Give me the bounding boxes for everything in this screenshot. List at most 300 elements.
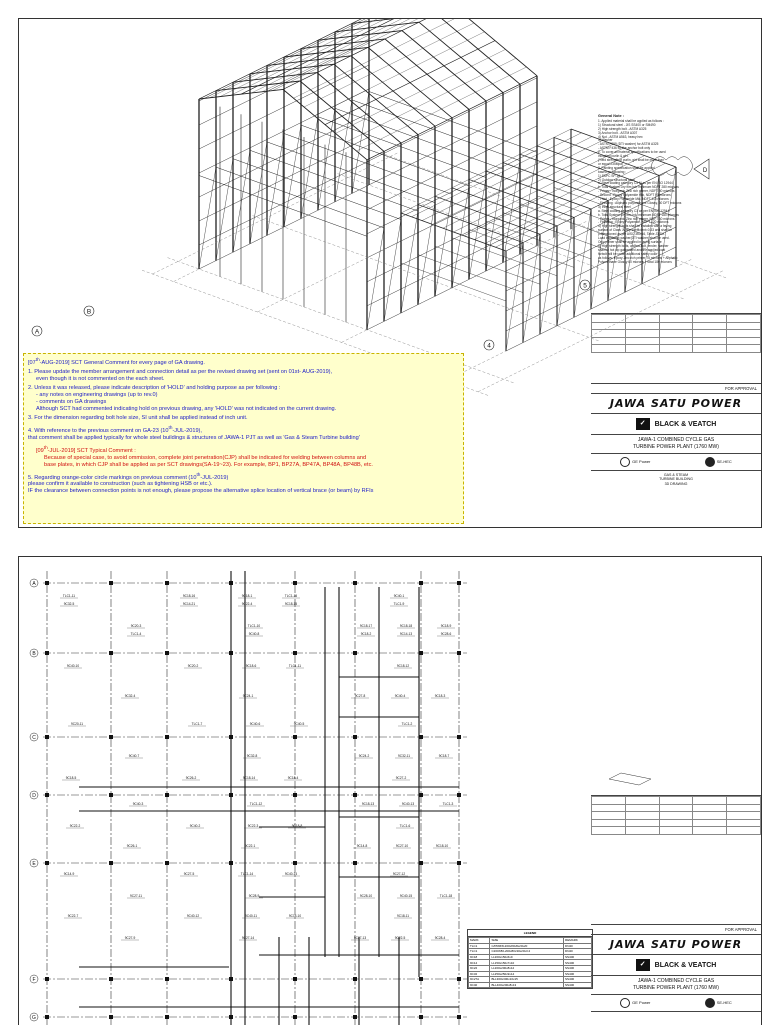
project-title-line2: TURBINE POWER PLANT (1760 MW) (633, 985, 719, 991)
ge-power-name: GE Power (632, 1000, 651, 1006)
general-note-line: 4) High strength bolts shall be installed with a faying (598, 224, 672, 229)
row-bubble-label: A (32, 581, 36, 587)
member-tag: 9C14-21 (182, 602, 196, 606)
member-tag: 9C26-1 (126, 844, 138, 848)
member-tags (60, 594, 457, 940)
column-marker (457, 735, 461, 739)
member-tag: 9C18-2 (360, 632, 372, 636)
member-tag: TLC1-2 (401, 722, 413, 726)
member-tag: 9C40-11 (245, 914, 257, 918)
member-tag: 9C27-13 (353, 936, 367, 940)
column-marker (419, 1015, 423, 1019)
column-marker (165, 581, 169, 585)
member-tag: TLC1-6 (399, 824, 411, 828)
drawing-sheet-3d (18, 18, 762, 528)
column-marker (419, 977, 423, 981)
revision-table (591, 795, 761, 835)
steel-member (523, 234, 540, 342)
legend-cell: C/PRM/8-200x80x8x20x20 (490, 943, 564, 949)
column-marker (293, 581, 297, 585)
general-note-line: b. Total System Dry film Ink, minimum NDFT 180 microns (598, 212, 679, 217)
general-note-line: 2) Outdoor structural steel (598, 177, 635, 182)
member-tag: 9C18-10 (435, 844, 449, 848)
general-note-line: 2. To cover all material specifications to be used (598, 150, 666, 155)
column-marker (165, 977, 169, 981)
member-tag: 9C22-5 (394, 936, 406, 940)
member-tag: 9C18-7 (438, 754, 450, 758)
steel-member (216, 159, 233, 261)
member-tag: 9C28-9 (248, 894, 260, 898)
legend-header-size: SIZE (490, 938, 564, 944)
column-marker (419, 735, 423, 739)
legend-cell: 9C14 (469, 960, 490, 966)
column-marker (293, 1015, 297, 1019)
legend-cell: SS400 (564, 971, 592, 977)
steel-member (540, 226, 557, 334)
drawing-title (591, 471, 761, 488)
steel-member (199, 167, 216, 269)
comment-4-pre: 4. With reference to the previous comment on GA-23 (10 (28, 427, 169, 434)
column-marker (353, 581, 357, 585)
steel-member (250, 142, 267, 244)
client-logo: JAWA SATU POWER (591, 935, 761, 955)
steel-member (384, 220, 401, 322)
column-marker (293, 651, 297, 655)
legend-cell: SS400 (564, 982, 592, 988)
typical-comment-line2: base plates, in which CJP shall be applied as per SCT drawings(SA-19~23). For example, BP1, BP27A, BP47A, BP48A, BP48B, etc. (44, 461, 373, 468)
column-marker (45, 581, 49, 585)
legend-cell: TLC1 (469, 949, 490, 955)
column-marker (45, 1015, 49, 1019)
general-note-line: 3. Painting specification shall be applied (598, 165, 655, 170)
ge-logo-icon (620, 998, 630, 1008)
member-tag: 9C18-18 (399, 624, 413, 628)
general-note-line: 3) Anchor bolt - ASTM A307 (598, 130, 638, 135)
legend-table (467, 929, 593, 989)
row-bubble-label: G (32, 1015, 36, 1021)
comment-5-post: -JUL-2019) (200, 474, 229, 481)
member-tag: 9C27-12 (392, 872, 406, 876)
member-tag: TLC1-12 (249, 802, 263, 806)
general-note-line: - Third : Epoxy Polyamide Mio, NDFT 110 microns (598, 197, 669, 202)
comment-2-line1: 2. Unless it was released, please indicate description of 'HOLD' and holding purpose as per following : (28, 384, 281, 391)
general-note-line: - ASTM F959 (DTI washer) for ASTM A325 (598, 142, 659, 147)
se-hec-logo (705, 457, 732, 467)
column-marker (419, 793, 423, 797)
general-note-line: 4) Nut - ASTM A563, heavy hex (598, 134, 643, 139)
partner-logos (591, 995, 761, 1012)
general-note-line: 1. Applied material shall be applied as follows : (598, 118, 664, 123)
member-tag: TLC1-18 (439, 894, 453, 898)
legend-cell: 9C22 (469, 965, 490, 971)
general-note-line: a. Steel coating category C3 as per EN ISO 12944 (598, 208, 670, 213)
ge-power-name: GE Power (632, 459, 651, 465)
member-tag: 9C40-6 (249, 722, 261, 726)
column-marker (353, 861, 357, 865)
general-note-line: (Yield strength of purlin, girt shall be more than (598, 157, 664, 162)
general-note-line: 2) High strength bolt - ASTM A325 (598, 126, 647, 131)
general-note-line: - Second : Epoxy Polyamide Mio, NDFT 90 microns (598, 193, 671, 198)
column-marker (293, 793, 297, 797)
member-tag: TLC1-3 (442, 802, 454, 806)
approval-status: FOR APPROVAL (591, 924, 761, 935)
legend-cell: DN40 (564, 949, 592, 955)
column-marker (293, 735, 297, 739)
title-block (591, 924, 761, 1012)
grid-bubble-label: B (86, 308, 92, 316)
member-tag: TLC1-4 (130, 632, 142, 636)
steel-member (401, 211, 418, 313)
drawing-title-line1: GAS & STEAM (663, 473, 689, 477)
legend-cell: H-150x150x7x10 (490, 960, 564, 966)
legend-row (469, 982, 592, 988)
column-marker (45, 977, 49, 981)
column-marker (293, 861, 297, 865)
steel-member (435, 194, 452, 296)
member-tag: 9C32-8 (246, 754, 258, 758)
column-marker (457, 581, 461, 585)
project-title-line1: JAWA-1 COMBINED CYCLE GAS (637, 437, 715, 443)
column-marker (109, 1015, 113, 1019)
member-tag: 9C40-1 (393, 594, 405, 598)
comment-4-post: -JUL-2019), (172, 427, 202, 434)
member-tag: 9C40-2 (189, 824, 201, 828)
column-marker (109, 861, 113, 865)
member-tag: 9C18-3 (434, 694, 446, 698)
member-tag: 9C27-8 (354, 694, 366, 698)
steel-member (336, 49, 506, 133)
legend-cell: C200X80-200x80x30x20x3.2 (490, 949, 564, 955)
steel-member (367, 228, 384, 330)
column-marker (109, 581, 113, 585)
steel-member (557, 217, 574, 325)
row-bubble-label: E (32, 861, 36, 867)
general-note-line: 5) High strength bolts, anchor bolt, fender, washer (598, 243, 669, 248)
general-note-line: or equal 235Mpa) (598, 161, 623, 166)
legend-cell: 9C32 (469, 971, 490, 977)
column-marker (165, 735, 169, 739)
member-tag: 9C24-2 (358, 754, 370, 758)
grid-line (342, 221, 589, 343)
grid-lines (43, 571, 467, 1025)
project-title-line1: JAWA-1 COMBINED CYCLE GAS (637, 978, 715, 984)
member-tag: 9C22-2 (69, 824, 81, 828)
member-tag: 9C18-1 (241, 594, 253, 598)
member-tag: TLC1-11 (288, 664, 302, 668)
member-tag: 9C24-1 (242, 694, 254, 698)
steel-member (233, 150, 250, 252)
client-logo: JAWA SATU POWER (591, 394, 761, 414)
member-tag: 9C26-2 (185, 776, 197, 780)
column-marker (229, 977, 233, 981)
member-tag: TLC1-11 (62, 594, 76, 598)
column-marker (109, 793, 113, 797)
se-hec-logo-icon (705, 998, 715, 1008)
grid-bubble-label: A (34, 328, 40, 336)
general-note-line: - Primer : Inorganic Zinc rich primer, NDFT 60 microns (598, 216, 675, 221)
column-marker (45, 793, 49, 797)
comment-header (28, 356, 459, 367)
comment-4 (28, 424, 459, 442)
project-title (591, 976, 761, 995)
column-marker (353, 735, 357, 739)
legend-cell: H-200x200x8x12 (490, 965, 564, 971)
revision-tag-label: D (702, 168, 708, 174)
general-note-line: 3) Inner structural steel (598, 204, 631, 209)
comment-5 (28, 471, 459, 496)
comment-4-line2: that comment shall be applied typically for whole steel buildings & structures of JAWA-1 PJT as well as 'Gas & Steam Turbine building' (28, 434, 360, 441)
legend-cell: H-250x250x9x14 (490, 971, 564, 977)
member-tag: 9C18-6 (245, 664, 257, 668)
column-marker (457, 1015, 461, 1019)
grid-bubble-label: 5 (583, 282, 587, 290)
legend-cell: 9C40 (469, 982, 490, 988)
ge-logo-icon (620, 457, 630, 467)
member-tag: 9C20-2 (187, 664, 199, 668)
legend-cell: SS400 (564, 954, 592, 960)
comment-2-line4: Although SCT had commented indicating hold on previous drawing, any 'HOLD' was not indicated on the current drawing. (36, 405, 337, 412)
member-tag: 9C32-5 (63, 602, 75, 606)
comment-1-line1: 1. Please update the member arrangement and connection detail as per the revised drawing set (sent on 01st- AUG-2019), (28, 368, 333, 375)
ge-power-logo (620, 457, 650, 467)
comment-header-date: [07 (28, 359, 36, 366)
column-marker (229, 651, 233, 655)
column-marker (165, 1015, 169, 1019)
column-marker (45, 861, 49, 865)
drawing-sheet-plan (18, 556, 762, 1025)
general-note (598, 115, 690, 264)
general-note-line: based on following : (598, 169, 627, 174)
general-note-line: 1) Structural steel - JIS SS400 or SM490 (598, 122, 656, 127)
row-bubble-label: C (32, 735, 36, 741)
comment-1-line2: even though it is not commented on the each sheet. (36, 375, 165, 382)
member-tag: 9C27-11 (130, 894, 142, 898)
member-tag: 9C27-2 (395, 776, 407, 780)
column-marker (353, 651, 357, 655)
legend-cell: BH-400x200x8x13 (490, 982, 564, 988)
project-title (591, 435, 761, 454)
general-note-line: surface of Class 'A' slip coefficient=0.33 and shall be (598, 228, 673, 233)
typical-comment-head: -JUL-2019] SCT Typical Comment : (47, 447, 136, 454)
column-marker (457, 793, 461, 797)
member-tag: 9C18-4 (287, 776, 299, 780)
member-tag: TLC1-15 (284, 594, 298, 598)
typical-comment-line1: Because of special case, to avoid ommission, complete joint penetration(CJP) shall be indicated for welding between columns and (44, 454, 367, 461)
member-tag: 9C27-5 (183, 872, 195, 876)
consultant (591, 955, 761, 976)
member-tag: 9C14-13 (399, 632, 413, 636)
member-tag: 9C40-7 (128, 754, 140, 758)
member-tag: 9C22-3 (247, 824, 259, 828)
column-marker (457, 651, 461, 655)
column-marker (109, 977, 113, 981)
column-marker (45, 735, 49, 739)
column-marker (457, 861, 461, 865)
column-marker (419, 651, 423, 655)
comment-2-bullet1: - any notes on engineering drawings (up to rev.0) (36, 391, 158, 398)
member-tag: 9C28-4 (434, 936, 446, 940)
grid-line (153, 152, 400, 274)
member-tag: 9C22-1 (244, 844, 256, 848)
legend-cell: DN40 (564, 943, 592, 949)
member-tag: TLC1-9 (393, 602, 405, 606)
revision-table (591, 313, 761, 353)
column-marker (109, 651, 113, 655)
column-marker (353, 977, 357, 981)
member-tag: 9C18-12 (396, 664, 410, 668)
legend-cell: 9C27A (469, 977, 490, 983)
column-marker (353, 1015, 357, 1019)
comment-4-sup: th (168, 424, 173, 430)
comment-5-sup: th (196, 471, 201, 477)
comment-2-bullet2: - comments on GA drawings (36, 398, 107, 405)
typical-comment (28, 444, 459, 469)
member-tag: 9C20-3 (130, 624, 142, 628)
row-bubble-label: B (32, 651, 36, 657)
member-tag: 9C18-17 (359, 624, 373, 628)
member-tag: 9C14-10 (288, 914, 302, 918)
column-marker (165, 861, 169, 865)
steel-member (574, 209, 591, 317)
member-tag: 9C40-8 (248, 632, 260, 636)
revision-marker (609, 773, 651, 785)
general-note-line: Load indicating washer(DTI washer) shall be used. (598, 236, 670, 241)
drawing-title-line3: 3D DRAWING (664, 481, 688, 486)
title-block (591, 383, 761, 488)
member-tag: 9C14-8 (356, 844, 368, 848)
comment-2 (28, 385, 459, 413)
steel-member (436, 19, 520, 84)
legend-cell: H-200x150x6x9 (490, 954, 564, 960)
consultant-name: BLACK & VEATCH (654, 961, 717, 969)
column-marker (229, 793, 233, 797)
black-veatch-icon: ✓ (636, 418, 650, 430)
project-title-line2: TURBINE POWER PLANT (1760 MW) (633, 444, 719, 450)
legend-body (469, 943, 592, 988)
general-note-line: b. Total System Dry film Ink, minimum NDFT 280 microns (598, 185, 679, 190)
steel-member (418, 203, 435, 305)
member-tag: 9C40-14 (284, 872, 298, 876)
legend-header-remark: REMARK (564, 938, 592, 944)
column-marker (457, 977, 461, 981)
column-marker (229, 735, 233, 739)
column-marker (419, 861, 423, 865)
member-tag: 9C14-9 (63, 872, 75, 876)
comment-header-text: -AUG-2019] SCT General Comment for every page of GA drawing. (39, 359, 205, 366)
general-note-line: 1) SSPC SP-10 (598, 173, 621, 178)
member-tag: 9C18-8 (291, 824, 303, 828)
column-marker (165, 793, 169, 797)
partner-logos (591, 454, 761, 471)
general-note-line: shall be hot dip galvanized and the applied coat (598, 247, 666, 252)
general-note-line: forbolt will be under additional safety color (598, 251, 658, 256)
grid-bubble-label: 4 (487, 342, 491, 350)
steel-member (267, 134, 284, 236)
member-tag: 9C40-12 (186, 914, 200, 918)
se-hec-name: SE-HEC (716, 459, 732, 465)
member-tag: 9C40-10 (66, 664, 80, 668)
comment-5-line3: IF the clearance between connection points is not enough, please propose the alternative splice location of vertical brace (or beam) by RFIs (28, 488, 374, 495)
legend-cell: 9C18 (469, 954, 490, 960)
se-hec-name: SE-HEC (716, 1000, 732, 1006)
member-tag: 9C27-10 (395, 844, 409, 848)
comment-5-line2: please confirm it available to construction (such as tightening HSB or etc.). (28, 481, 213, 488)
beams (79, 571, 459, 1025)
steel-member (453, 19, 537, 76)
steel-member (294, 19, 464, 98)
row-bubble-label: D (32, 793, 36, 799)
legend-cell: TLC1 (469, 943, 490, 949)
member-tag: 9C18-5 (65, 776, 77, 780)
drawing-title-line2: TURBINE BUILDING (659, 477, 693, 482)
steel-member (273, 19, 443, 91)
column-marker (293, 977, 297, 981)
member-tag: 9C22-4 (241, 602, 253, 606)
general-note-line: - Finishing : Aliphatic polyurethane Glossy, 60 DFT microns (598, 200, 682, 205)
legend-cell: BH-300x300x10x15 (490, 977, 564, 983)
member-tag: 9C32-4 (124, 694, 136, 698)
column-marker (165, 651, 169, 655)
member-tag: 9C22-7 (67, 914, 79, 918)
member-tag: 9C40-4 (394, 694, 406, 698)
general-note-line: - ASTM F436 for the anchor bolt only (598, 146, 651, 151)
member-tag: 9C28-10 (359, 894, 373, 898)
comment-1 (28, 369, 459, 383)
member-tag: 9C28-6 (440, 632, 452, 636)
comment-5-pre: 5. Regarding orange-color circle markings on previous comment (10 (28, 474, 197, 481)
member-tag: 9C18-11 (397, 914, 409, 918)
general-note-line: including purlin & girt. (598, 154, 629, 159)
consultant-name: BLACK & VEATCH (654, 420, 717, 428)
member-tag: 9C27-14 (241, 936, 255, 940)
review-comment-box (23, 353, 464, 524)
legend-cell: SS400 (564, 965, 592, 971)
approval-status: FOR APPROVAL (591, 383, 761, 394)
member-tag: TLC1-10 (247, 624, 261, 628)
member-tag: 9C32-11 (398, 754, 410, 758)
general-note-line: a. Steel coating category C5 M as per EN ISO 12944 (598, 181, 673, 186)
column-marker (45, 651, 49, 655)
column-marker (353, 793, 357, 797)
general-note-line: as follows: Epoxy Zinc rich primer 75 microns + Aliphatic (598, 255, 678, 260)
member-tag: TLC1-7 (191, 722, 203, 726)
general-note-line: 5) Washer (598, 138, 613, 143)
column-marker (109, 735, 113, 739)
general-note-line: Polyurethane Glossy 60 microns + total 180 microns (598, 259, 672, 264)
comment-3: 3. For the dimension regarding bolt hole size, SI unit shall be applied instead of inch unit. (28, 414, 248, 421)
member-tag: 9C18-16 (182, 594, 196, 598)
legend-title: LEGEND (468, 930, 592, 937)
general-note-line: pretensioned as per AISC 360-16, Table J3.1M. (598, 232, 665, 237)
member-tag: 9C18-15 (284, 602, 298, 606)
member-tag: 9C18-9 (440, 624, 452, 628)
se-hec-logo-icon (705, 457, 715, 467)
legend-header-mark: MARK (469, 938, 490, 944)
steel-member (252, 19, 422, 93)
member-tag: 9C20-11 (71, 722, 83, 726)
comment-header-sup: th (35, 357, 40, 362)
steel-member (506, 243, 523, 351)
general-note-heading: General Note : (598, 114, 624, 118)
column-marker (229, 1015, 233, 1019)
grid-line (253, 216, 600, 341)
general-note-line: - Primer : Inorganic Zinc rich primer, NDFT 80 microns (598, 189, 675, 194)
member-tag: 9C40-5 (293, 722, 305, 726)
row-bubble-label: F (32, 977, 36, 983)
typical-comment-date: [09 (36, 447, 44, 454)
ge-power-logo (620, 998, 650, 1008)
steel-member (346, 58, 516, 142)
